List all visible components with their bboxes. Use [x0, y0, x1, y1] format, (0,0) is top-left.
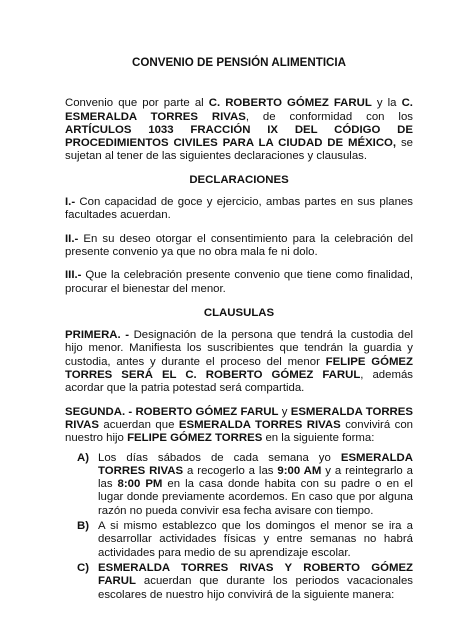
- item-a-text-4: en la casa donde habita con su padre o en el lugar donde previamente acordemos. En caso que por alguna razón no pueda convivir esa fecha avisare con tiempo.: [98, 478, 413, 517]
- declaracion-1-number: I.-: [65, 196, 76, 209]
- clausula-primera-label: PRIMERA. -: [65, 329, 130, 342]
- item-c-text-1: acuerdan que durante los periodos vacacionales escolares de nuestro hijo convivirá de la siguiente manera:: [98, 575, 413, 601]
- clausula-segunda: [65, 406, 413, 446]
- clausula-primera: [65, 329, 413, 395]
- intro-party-2: C. ESMERALDA TORRES RIVAS: [65, 97, 413, 123]
- clausula-primera-text-2: , además acordar que la patria potestad será compartida.: [65, 369, 413, 395]
- intro-text-2: y la: [371, 97, 402, 110]
- clausula-segunda-text-1: y: [278, 405, 291, 418]
- document-title: CONVENIO DE PENSIÓN ALIMENTICIA: [131, 56, 347, 69]
- clausula-primera-custody: FELIPE GÓMEZ TORRES SERÁ EL C. ROBERTO GÓMEZ FARUL: [65, 355, 413, 382]
- intro-text-1: Convenio que por parte al: [65, 97, 209, 110]
- list-item-a-text: [98, 452, 413, 518]
- item-a-text-3: y a reintegrarlo a las: [98, 464, 413, 491]
- declaraciones-heading: DECLARACIONES: [189, 173, 289, 186]
- item-c-parties: ESMERALDA TORRES RIVAS Y ROBERTO GÓMEZ FARUL: [98, 561, 413, 588]
- clausula-segunda-label: SEGUNDA. -: [65, 405, 133, 418]
- item-a-return-time: 8:00 PM: [117, 478, 163, 491]
- list-item-a-letter: A): [77, 451, 90, 464]
- intro-legal-reference: ARTÍCULOS 1033 FRACCIÓN IX DEL CÓDIGO DE PROCEDIMIENTOS CIVILES PARA LA CIUDAD DE MÉXICO,: [65, 123, 413, 150]
- list-item-b-letter: B): [77, 520, 90, 533]
- item-b-text-1: A si mismo establezco que los domingos el menor se ira a desarrollar actividades físicas y entre semanas no habrá actividades para medio de su aprendizaje escolar.: [98, 520, 413, 559]
- declaracion-3-number: III.-: [65, 269, 82, 282]
- visitation-list: [65, 452, 413, 602]
- intro-text-4: se sujetan al tener de las siguientes declaraciones y clausulas.: [65, 137, 413, 163]
- clausula-segunda-text-4: en la siguiente forma:: [262, 432, 375, 445]
- declaracion-3: [65, 269, 413, 296]
- list-item-c-letter: C): [77, 561, 90, 574]
- clausula-segunda-child: FELIPE GÓMEZ TORRES: [127, 432, 263, 445]
- item-a-party: ESMERALDA TORRES RIVAS: [98, 451, 413, 477]
- clausula-segunda-text-3: convivirá con nuestro hijo: [65, 418, 414, 445]
- declaracion-2-text: En su deseo otorgar el consentimiento para la celebración del presente convenio ya que no obra mala fe ni dolo.: [65, 232, 413, 258]
- clausula-primera-text-1: Designación de la persona que tendrá la custodia del hijo menor. Manifiesta los suscribientes que tendrán la guardia y custodia, antes y durante el proceso del menor: [65, 329, 413, 368]
- document-page: [65, 56, 413, 604]
- clausula-segunda-party-2: ESMERALDA TORRES RIVAS: [65, 405, 413, 431]
- declaracion-1-text: Con capacidad de goce y ejercicio, ambas partes en sus planes facultades acuerdan.: [65, 196, 413, 222]
- intro-party-1: C. ROBERTO GÓMEZ FARUL: [208, 97, 372, 110]
- clausula-segunda-party-3: ESMERALDA TORRES RIVAS: [178, 418, 341, 431]
- list-item-b: [65, 520, 413, 560]
- declaracion-1: [65, 196, 413, 223]
- clausula-segunda-text-2: acuerdan que: [98, 418, 179, 431]
- intro-paragraph: [65, 97, 413, 163]
- list-item-a: [65, 452, 413, 518]
- intro-text-3: , de conformidad con los: [245, 110, 413, 123]
- list-item-b-text: [98, 520, 413, 560]
- clausulas-heading: CLAUSULAS: [203, 306, 275, 319]
- item-a-text-1: Los días sábados de cada semana yo: [98, 451, 341, 464]
- declaracion-3-text: Que la celebración presente convenio que tiene como finalidad, procurar el bienestar del menor.: [65, 269, 413, 295]
- item-a-text-2: a recogerlo a las: [183, 464, 278, 477]
- declaracion-2: [65, 233, 413, 260]
- list-item-c: [65, 562, 413, 602]
- declaracion-2-number: II.-: [65, 232, 79, 245]
- clausula-segunda-party-1: ROBERTO GÓMEZ FARUL: [132, 405, 279, 418]
- list-item-c-text: [98, 562, 413, 602]
- item-a-pickup-time: 9:00 AM: [277, 464, 322, 477]
